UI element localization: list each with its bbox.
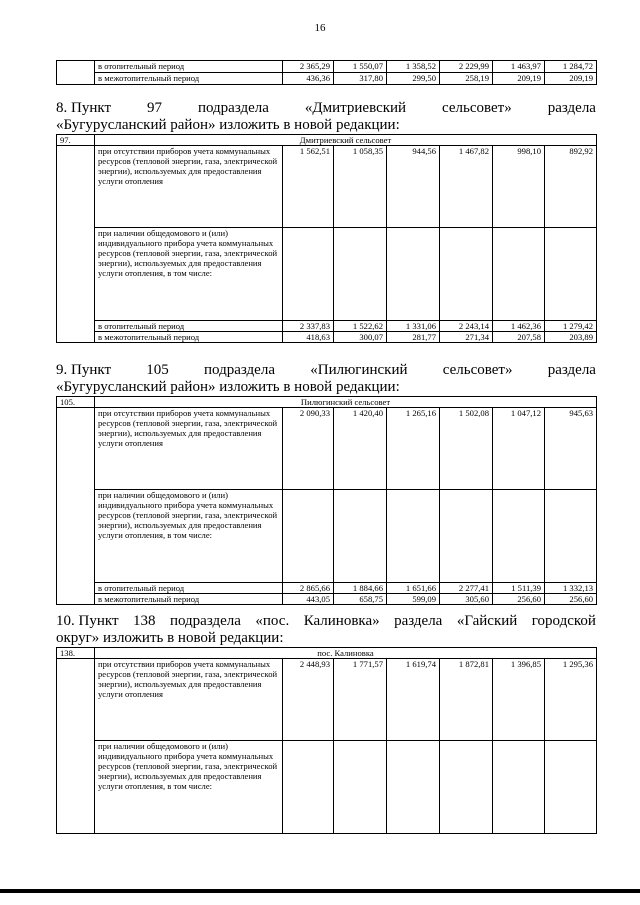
heading-word: раздела [547, 362, 596, 378]
value-cell: 1 358,52 [387, 61, 440, 73]
row-label: в межотопительный период [95, 594, 283, 605]
empty-cell [493, 228, 545, 321]
empty-cell [283, 741, 334, 834]
table-row [57, 490, 597, 583]
heading-word: сельсовет» [442, 100, 512, 116]
heading-word: подраздела [204, 362, 275, 378]
heading-word: 97 [146, 100, 162, 116]
table-row [57, 332, 597, 343]
value-cell: 1 467,82 [440, 146, 493, 228]
empty-cell [57, 61, 95, 85]
value-cell: 203,89 [545, 332, 597, 343]
value-cell: 1 047,12 [493, 408, 545, 490]
value-cell: 892,92 [545, 146, 597, 228]
tariff-table [56, 134, 597, 343]
value-cell: 1 396,85 [493, 659, 545, 741]
description-with-meter: при наличии общедомового и (или) индивидуального прибора учета коммунальных ресурсов (тепловой энергии, газа, электрической энергии), используемых для предоставления услуги отопления, в том числе: [95, 741, 283, 834]
value-cell: 1 265,16 [387, 408, 440, 490]
section-heading [56, 100, 596, 134]
table-row [57, 73, 597, 85]
heading-word: 8. Пункт [56, 100, 112, 116]
description-with-meter: при наличии общедомового и (или) индивидуального прибора учета коммунальных ресурсов (тепловой энергии, газа, электрической энергии), используемых для предоставления услуги отопления, в том числе: [95, 228, 283, 321]
empty-cell [440, 741, 493, 834]
empty-cell [493, 741, 545, 834]
empty-cell [57, 408, 95, 605]
heading-word: раздела [394, 613, 443, 629]
table-row [57, 583, 597, 594]
value-cell: 209,19 [493, 73, 545, 85]
heading-word: «Дмитриевский [304, 100, 407, 116]
heading-word: сельсовет» [442, 362, 513, 378]
value-cell: 299,50 [387, 73, 440, 85]
place-name: пос. Калиновка [95, 648, 597, 659]
value-cell: 945,63 [545, 408, 597, 490]
value-cell: 2 090,33 [283, 408, 334, 490]
value-cell: 2 865,66 [283, 583, 334, 594]
value-cell: 281,77 [387, 332, 440, 343]
value-cell: 1 463,97 [493, 61, 545, 73]
heading-line2: «Бугурусланский район» изложить в новой редакции: [56, 117, 400, 133]
value-cell: 2 337,83 [283, 321, 334, 332]
row-label: в межотопительный период [95, 332, 283, 343]
value-cell: 1 550,07 [334, 61, 387, 73]
heading-word: 105 [146, 362, 169, 378]
value-cell: 658,75 [334, 594, 387, 605]
empty-cell [545, 490, 597, 583]
description-no-meter: при отсутствии приборов учета коммунальных ресурсов (тепловой энергии, газа, электрической энергии), используемых для предоставления услуги отопления [95, 408, 283, 490]
heading-line2: округ» изложить в новой редакции: [56, 630, 284, 646]
empty-cell [57, 659, 95, 834]
table-row [57, 648, 597, 659]
value-cell: 2 277,41 [440, 583, 493, 594]
value-cell: 418,63 [283, 332, 334, 343]
table-row [57, 228, 597, 321]
place-name: Пилюгинский сельсовет [95, 397, 597, 408]
table-row [57, 61, 597, 73]
row-label: в межотопительный период [95, 73, 283, 85]
heading-word: подраздела [169, 613, 241, 629]
value-cell: 1 651,66 [387, 583, 440, 594]
value-cell: 2 448,93 [283, 659, 334, 741]
table-row [57, 321, 597, 332]
section-heading [56, 362, 596, 396]
table-row [57, 135, 597, 146]
tariff-table [56, 396, 597, 605]
heading-word: подраздела [197, 100, 269, 116]
heading-word: «Гайский [456, 613, 518, 629]
value-cell: 207,58 [493, 332, 545, 343]
bottom-rule [0, 889, 640, 893]
empty-cell [334, 490, 387, 583]
section-heading [56, 613, 596, 647]
value-cell: 599,09 [387, 594, 440, 605]
empty-cell [283, 490, 334, 583]
value-cell: 258,19 [440, 73, 493, 85]
empty-cell [545, 228, 597, 321]
place-name: Дмитриевский сельсовет [95, 135, 597, 146]
value-cell: 1 279,42 [545, 321, 597, 332]
value-cell: 1 562,51 [283, 146, 334, 228]
value-cell: 436,36 [283, 73, 334, 85]
value-cell: 443,05 [283, 594, 334, 605]
value-cell: 2 243,14 [440, 321, 493, 332]
page-number: 16 [314, 22, 326, 34]
heading-word: «Пилюгинский [310, 362, 408, 378]
top-table [56, 60, 597, 85]
empty-cell [387, 741, 440, 834]
empty-cell [440, 490, 493, 583]
empty-cell [545, 741, 597, 834]
value-cell: 305,60 [440, 594, 493, 605]
row-label: в отопительный период [95, 61, 283, 73]
table-row [57, 659, 597, 741]
value-cell: 1 619,74 [387, 659, 440, 741]
heading-word: 138 [132, 613, 156, 629]
description-no-meter: при отсутствии приборов учета коммунальных ресурсов (тепловой энергии, газа, электрической энергии), используемых для предоставления услуги отопления [95, 659, 283, 741]
value-cell: 1 511,39 [493, 583, 545, 594]
heading-line2: «Бугурусланский район» изложить в новой редакции: [56, 379, 400, 395]
value-cell: 1 420,40 [334, 408, 387, 490]
table-row [57, 741, 597, 834]
table-row [57, 594, 597, 605]
empty-cell [493, 490, 545, 583]
heading-word: Калиновка» [303, 613, 380, 629]
heading-word: 9. Пункт [56, 362, 112, 378]
row-label: в отопительный период [95, 321, 283, 332]
empty-cell [387, 490, 440, 583]
value-cell: 317,80 [334, 73, 387, 85]
item-number: 138. [57, 648, 95, 659]
empty-cell [334, 228, 387, 321]
tariff-table [56, 647, 597, 834]
value-cell: 1 331,06 [387, 321, 440, 332]
description-no-meter: при отсутствии приборов учета коммунальных ресурсов (тепловой энергии, газа, электрической энергии), используемых для предоставления услуги отопления [95, 146, 283, 228]
value-cell: 944,56 [387, 146, 440, 228]
value-cell: 271,34 [440, 332, 493, 343]
value-cell: 1 058,35 [334, 146, 387, 228]
item-number: 97. [57, 135, 95, 146]
empty-cell [387, 228, 440, 321]
empty-cell [334, 741, 387, 834]
description-with-meter: при наличии общедомового и (или) индивидуального прибора учета коммунальных ресурсов (тепловой энергии, газа, электрической энергии), используемых для предоставления услуги отопления, в том числе: [95, 490, 283, 583]
empty-cell [440, 228, 493, 321]
value-cell: 256,60 [493, 594, 545, 605]
row-label: в отопительный период [95, 583, 283, 594]
empty-cell [57, 146, 95, 343]
item-number: 105. [57, 397, 95, 408]
value-cell: 1 771,57 [334, 659, 387, 741]
heading-word: «пос. [255, 613, 290, 629]
value-cell: 256,60 [545, 594, 597, 605]
value-cell: 998,10 [493, 146, 545, 228]
value-cell: 1 284,72 [545, 61, 597, 73]
heading-word: 10. Пункт [56, 613, 119, 629]
value-cell: 1 884,66 [334, 583, 387, 594]
heading-word: раздела [547, 100, 596, 116]
value-cell: 2 229,99 [440, 61, 493, 73]
value-cell: 1 295,36 [545, 659, 597, 741]
value-cell: 1 502,08 [440, 408, 493, 490]
table-row [57, 397, 597, 408]
value-cell: 209,19 [545, 73, 597, 85]
heading-word: городской [531, 613, 596, 629]
value-cell: 1 872,81 [440, 659, 493, 741]
value-cell: 300,07 [334, 332, 387, 343]
table-row [57, 146, 597, 228]
empty-cell [283, 228, 334, 321]
value-cell: 1 462,36 [493, 321, 545, 332]
value-cell: 1 332,13 [545, 583, 597, 594]
value-cell: 1 522,62 [334, 321, 387, 332]
table-row [57, 408, 597, 490]
value-cell: 2 365,29 [283, 61, 334, 73]
